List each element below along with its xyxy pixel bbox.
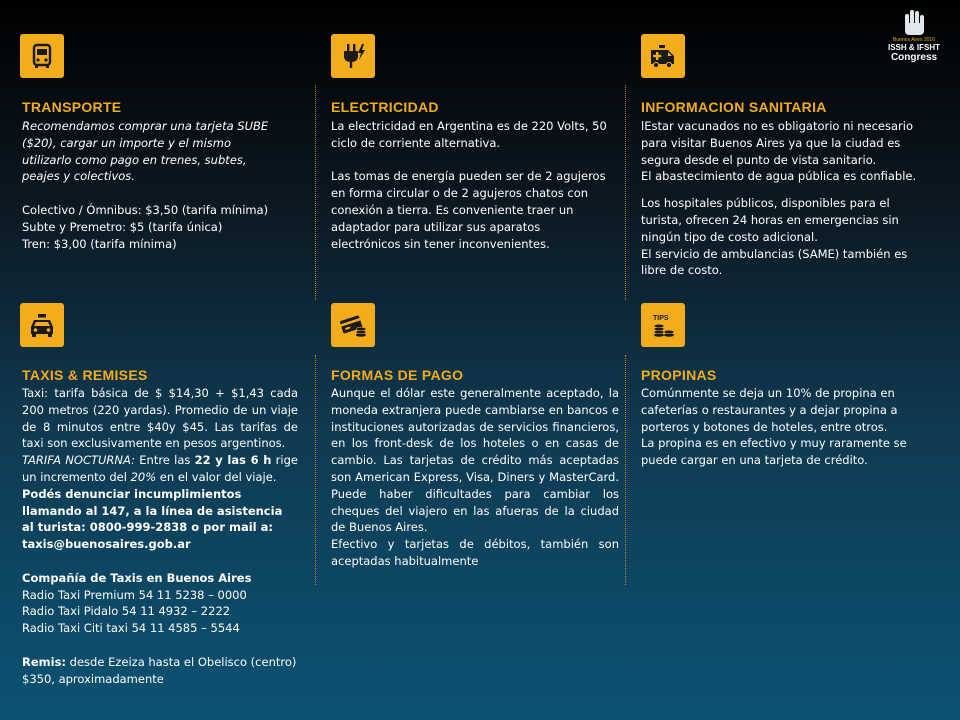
logo-congress: Congress (890, 52, 938, 63)
sanitaria-ambulancias: El servicio de ambulancias (SAME) también es libre de costo. (641, 246, 908, 278)
nocturna-text-c: rige un incremento del (22, 453, 298, 484)
transporte-section (22, 118, 284, 252)
tips-coins-icon (641, 303, 685, 347)
nocturna-hours: 22 y las 6 h (194, 453, 272, 468)
sanitaria-title: INFORMACION SANITARIA (641, 99, 827, 115)
taxi-icon (20, 303, 64, 347)
tips-badge: TIPS (653, 315, 669, 322)
propinas-efectivo: La propina es en efectivo y muy raramente se puede cargar en una tarjeta de crédito. (641, 436, 907, 468)
sanitaria-vacunas: lEstar vacunados no es obligatorio ni necesario para visitar Buenos Aires ya que la ciudad es segura desde el punto de vista sanitario. (641, 119, 914, 167)
taxis-section (22, 385, 298, 687)
taxis-companias-title: Compañía de Taxis en Buenos Aires (22, 570, 252, 585)
pago-efectivo: Efectivo y tarjetas de débitos, también son aceptadas habitualmente (331, 537, 619, 568)
divider (315, 355, 316, 585)
electricidad-voltage: La electricidad en Argentina es de 220 Volts, 50 ciclo de corriente alternativa. (331, 119, 607, 150)
taxis-remis (22, 654, 298, 688)
propinas-title: PROPINAS (641, 367, 717, 383)
logo-year: Buenos Aires 2016 (893, 37, 935, 43)
divider (625, 355, 626, 585)
electricidad-title: ELECTRICIDAD (331, 99, 439, 115)
sanitaria-agua: El abastecimiento de agua pública es confiable. (641, 169, 917, 184)
remis-text: desde Ezeiza hasta el Obelisco (centro) $350, aproximadamente (22, 654, 297, 686)
transporte-title: TRANSPORTE (22, 99, 122, 115)
nocturna-percent: 20% (130, 469, 157, 484)
propinas-porcentaje: Comúnmente se deja un 10% de propina en cafeterías o restaurantes y a dejar propina a porteros y botones de hoteles, entre otros. (641, 386, 898, 434)
ambulance-icon (641, 34, 685, 78)
transporte-intro: Recomendamos comprar una tarjeta SUBE ($20), cargar un importe y el mismo utilizarlo como pago en trenes, subtes, peajes y colectivos. (22, 119, 269, 184)
taxis-compania-premium: Radio Taxi Premium 54 11 5238 – 0000 (22, 587, 247, 602)
pago-title: FORMAS DE PAGO (331, 367, 464, 383)
transporte-fare-tren: Tren: $3,00 (tarifa mínima) (22, 236, 177, 251)
nocturna-text-a: Entre las (134, 453, 195, 468)
transporte-fare-subte: Subte y Premetro: $5 (tarifa única) (22, 219, 223, 234)
taxis-tarifa: Taxi: tarifa básica de $ $14,30 + $1,43 cada 200 metros (220 yardas). Promedio de un viaje de 8 minutos entre $40y $45. Las tarifas de taxi son exclusivamente en pesos argentinos. (22, 386, 298, 451)
sanitaria-section (641, 118, 931, 279)
pago-section (331, 385, 619, 570)
electricidad-outlets: Las tomas de energía pueden ser de 2 agujeros en forma circular o de 2 agujeros chatos con conexión a tierra. Es conveniente traer un adaptador para utilizar sus aparatos electrónicos sin tener inconvenientes. (331, 169, 606, 251)
taxis-compania-pidalo: Radio Taxi Pidalo 54 11 4932 – 2222 (22, 604, 231, 619)
taxis-compania-citi: Radio Taxi Citi taxi 54 11 4585 – 5544 (22, 621, 240, 636)
sanitaria-hospitales: Los hospitales públicos, disponibles para el turista, ofrecen 24 horas en emergencias sin ningún tipo de costo adicional. (641, 196, 899, 244)
logo-org: ISSH & IFSHT (887, 43, 940, 52)
hand-icon (897, 8, 931, 36)
electricidad-section (331, 118, 613, 252)
taxis-denuncia: Podés denunciar incumplimientos llamando al 147, a la línea de asistencia al turista: 0800-999-2838 o por mail a: taxis@buenosaires.gob.ar (22, 486, 283, 552)
congress-logo (878, 8, 950, 66)
plug-icon (331, 34, 375, 78)
transporte-fare-colectivo: Colectivo / Ómnibus: $3,50 (tarifa mínima) (22, 202, 269, 217)
divider (315, 85, 316, 300)
bus-icon (20, 34, 64, 78)
nocturna-text-e: en el valor del viaje. (156, 469, 277, 484)
nocturna-label: TARIFA NOCTURNA: (22, 453, 135, 468)
taxis-title: TAXIS & REMISES (22, 367, 148, 383)
taxis-nocturna (22, 452, 298, 486)
divider (625, 85, 626, 300)
credit-card-coins-icon (331, 303, 375, 347)
pago-moneda: Aunque el dólar este generalmente aceptado, la moneda extranjera puede cambiarse en bancos e instituciones autorizadas de servicios financieros, en los front-desk de los hoteles o en casas de cambio. Las tarjetas de crédito más aceptadas son American Express, Visa, Diners y MasterCard. Puede haber dificultades para cambiar los cheques del viajero en las afueras de la ciudad de Buenos Aires. (331, 386, 619, 535)
remis-label: Remis: (22, 654, 67, 669)
propinas-section (641, 385, 931, 469)
